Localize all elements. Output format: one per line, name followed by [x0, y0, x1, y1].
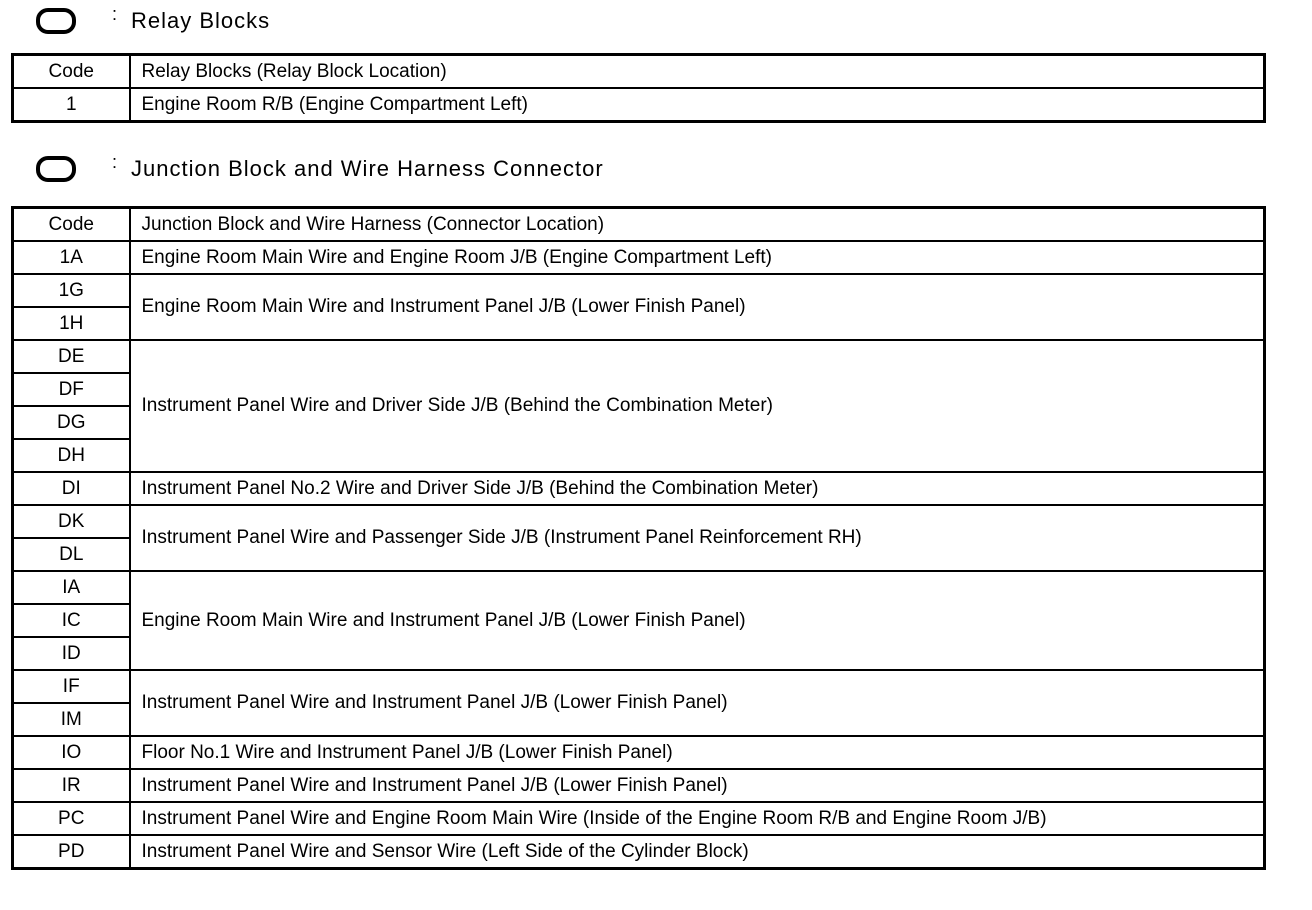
relay-block-symbol-icon: [36, 8, 76, 34]
connector-code: 1A: [13, 241, 130, 274]
connector-code: PD: [13, 835, 130, 869]
relay-table-body: [13, 88, 1265, 122]
table-row: [13, 241, 1265, 274]
table-row: [13, 472, 1265, 505]
junction-block-table: [11, 206, 1266, 870]
connector-code: IA: [13, 571, 130, 604]
table-row: [13, 340, 1265, 373]
description-header: Relay Blocks (Relay Block Location): [130, 55, 1265, 89]
relay-blocks-table: [11, 53, 1266, 123]
table-row: [13, 88, 1265, 122]
connector-code: 1: [13, 88, 130, 122]
table-row: [13, 571, 1265, 604]
heading-colon: :: [112, 151, 118, 172]
section-title: Relay Blocks: [131, 8, 271, 33]
table-header-row: [13, 55, 1265, 89]
junction-block-heading: [36, 153, 604, 185]
table-row: [13, 835, 1265, 869]
table-header-row: [13, 208, 1265, 242]
connector-code: 1H: [13, 307, 130, 340]
connector-code: DK: [13, 505, 130, 538]
connector-description: Instrument Panel Wire and Engine Room Main Wire (Inside of the Engine Room R/B and Engine Room J/B): [130, 802, 1265, 835]
connector-description: Engine Room Main Wire and Instrument Panel J/B (Lower Finish Panel): [130, 274, 1265, 340]
table-row: [13, 736, 1265, 769]
connector-code: IO: [13, 736, 130, 769]
connector-description: Instrument Panel No.2 Wire and Driver Side J/B (Behind the Combination Meter): [130, 472, 1265, 505]
connector-code: 1G: [13, 274, 130, 307]
connector-description: Instrument Panel Wire and Instrument Panel J/B (Lower Finish Panel): [130, 769, 1265, 802]
connector-description: Engine Room Main Wire and Instrument Panel J/B (Lower Finish Panel): [130, 571, 1265, 670]
section-title: Junction Block and Wire Harness Connector: [131, 156, 604, 181]
connector-code: DH: [13, 439, 130, 472]
connector-code: DF: [13, 373, 130, 406]
table-row: [13, 274, 1265, 307]
connector-code: PC: [13, 802, 130, 835]
connector-description: Engine Room Main Wire and Engine Room J/B (Engine Compartment Left): [130, 241, 1265, 274]
connector-code: DL: [13, 538, 130, 571]
connector-description: Engine Room R/B (Engine Compartment Left): [130, 88, 1265, 122]
connector-code: IF: [13, 670, 130, 703]
connector-description: Instrument Panel Wire and Driver Side J/B (Behind the Combination Meter): [130, 340, 1265, 472]
connector-code: DG: [13, 406, 130, 439]
connector-description: Instrument Panel Wire and Instrument Panel J/B (Lower Finish Panel): [130, 670, 1265, 736]
code-header: Code: [13, 208, 130, 242]
code-header: Code: [13, 55, 130, 89]
connector-description: Instrument Panel Wire and Passenger Side J/B (Instrument Panel Reinforcement RH): [130, 505, 1265, 571]
junction-block-symbol-icon: [36, 156, 76, 182]
connector-code: DI: [13, 472, 130, 505]
connector-code: IR: [13, 769, 130, 802]
connector-code: ID: [13, 637, 130, 670]
description-header: Junction Block and Wire Harness (Connector Location): [130, 208, 1265, 242]
connector-description: Floor No.1 Wire and Instrument Panel J/B (Lower Finish Panel): [130, 736, 1265, 769]
heading-colon: :: [112, 3, 118, 24]
table-row: [13, 802, 1265, 835]
table-row: [13, 505, 1265, 538]
junction-table-body: [13, 241, 1265, 869]
relay-blocks-heading: [36, 5, 270, 37]
connector-code: IC: [13, 604, 130, 637]
connector-code: DE: [13, 340, 130, 373]
table-row: [13, 769, 1265, 802]
connector-code: IM: [13, 703, 130, 736]
connector-description: Instrument Panel Wire and Sensor Wire (Left Side of the Cylinder Block): [130, 835, 1265, 869]
table-row: [13, 670, 1265, 703]
